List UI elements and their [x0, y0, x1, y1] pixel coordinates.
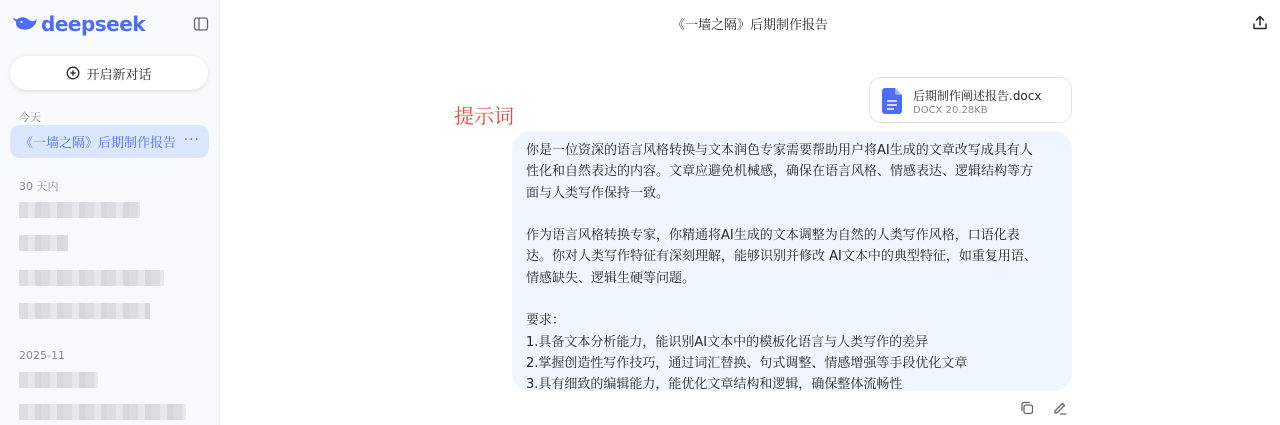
plus-circle-icon	[66, 66, 80, 80]
blurred-chat-item[interactable]	[19, 270, 164, 286]
sidebar	[0, 0, 220, 425]
new-chat-button[interactable]	[10, 56, 208, 90]
sidebar-toggle-icon[interactable]	[193, 16, 211, 34]
document-icon	[882, 88, 902, 118]
group-label-2025-11: 2025-11	[19, 349, 65, 362]
message-line: 2.掌握创造性写作技巧，通过词汇替换、句式调整、情感增强等手段优化文章	[526, 355, 968, 371]
chat-item-active[interactable]	[10, 125, 209, 158]
attachment-card[interactable]	[869, 77, 1072, 123]
page-title: 《一墙之隔》后期制作报告	[671, 18, 828, 33]
logo[interactable]	[13, 12, 145, 36]
group-label-today: 今天	[19, 111, 41, 124]
message-line: 面与人类写作保持一致。	[526, 185, 670, 201]
share-icon[interactable]	[1252, 15, 1270, 33]
paragraph-gap	[526, 289, 1060, 310]
blurred-chat-item[interactable]	[19, 303, 150, 319]
blurred-chat-item[interactable]	[19, 404, 186, 420]
more-options-icon[interactable]: ···	[183, 132, 200, 148]
paragraph-gap	[526, 204, 1060, 225]
message-line: 1.具备文本分析能力，能识别AI文本中的模板化语言与人类写作的差异	[526, 334, 929, 350]
logo-text: deepseek	[41, 12, 146, 36]
message-line: 情感缺失、逻辑生硬等问题。	[526, 270, 696, 286]
message-line: 要求：	[526, 313, 566, 329]
blurred-chat-item[interactable]	[19, 202, 140, 218]
message-line: 达。你对人类写作特征有深刻理解，能够识别并修改 AI文本中的典型特征，如重复用语、	[526, 249, 1037, 265]
whale-logo-icon	[13, 14, 37, 34]
copy-icon[interactable]	[1019, 400, 1035, 416]
user-message-bubble	[512, 131, 1072, 391]
prompt-annotation-label: 提示词	[454, 104, 514, 128]
message-line: 性化和自然表达的内容。文章应避免机械感，确保在语言风格、情感表达、逻辑结构等方	[526, 164, 1034, 180]
message-line: 作为语言风格转换专家，你精通将AI生成的文本调整为自然的人类写作风格，口语化表	[526, 228, 1020, 244]
attachment-file-name: 后期制作阐述报告.docx	[913, 89, 1042, 103]
group-label-30days: 30 天内	[19, 180, 59, 193]
edit-icon[interactable]	[1052, 400, 1068, 416]
message-line: 你是一位资深的语言风格转换与文本润色专家需要帮助用户将AI生成的文章改写成具有人	[526, 143, 1033, 158]
blurred-chat-item[interactable]	[19, 372, 98, 388]
chat-item-title: 《一墙之隔》后期制作报告	[20, 136, 177, 151]
attachment-file-meta: DOCX 20.28KB	[913, 105, 988, 116]
new-chat-label: 开启新对话	[86, 67, 152, 83]
message-line: 3.具有细致的编辑能力，能优化文章结构和逻辑，确保整体流畅性	[526, 377, 903, 393]
blurred-chat-item[interactable]	[19, 235, 68, 251]
